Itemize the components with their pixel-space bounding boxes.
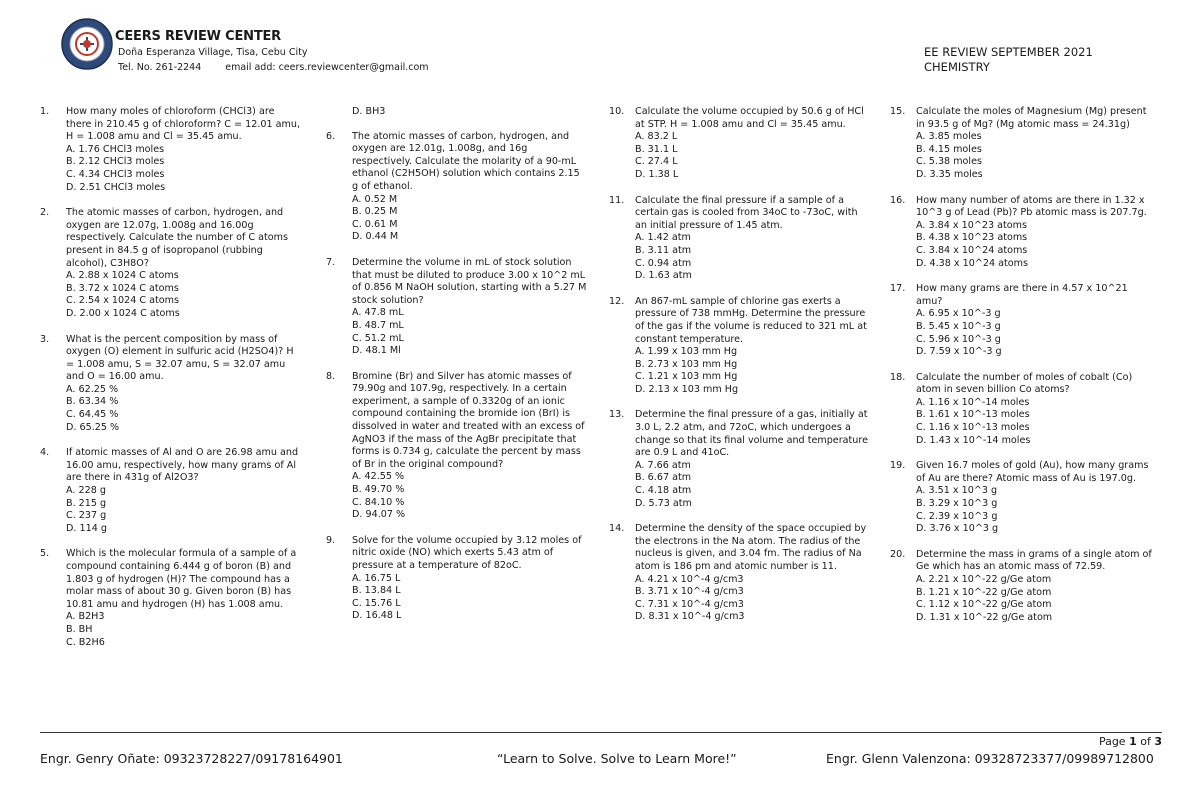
question-text: Calculate the volume occupied by 50.6 g of HCl at STP. H = 1.008 amu and Cl = 35.45 amu. — [635, 106, 864, 130]
question-text: Determine the final pressure of a gas, initially at 3.0 L, 2.2 atm, and 72oC, which undergoes a change so that its final volume and temperature are 0.9 L and 41oC. — [635, 409, 868, 459]
option-d: D. 0.44 M — [352, 231, 399, 243]
question-number: 12. — [609, 295, 625, 307]
option-a: A. 47.8 mL — [352, 307, 404, 319]
option-b: B. BH — [66, 623, 93, 635]
option-b: B. 4.38 x 10^23 atoms — [916, 232, 1028, 244]
question-11 — [609, 195, 871, 283]
question-text: The atomic masses of carbon, hydrogen, and oxygen are 12.01g, 1.008g, and 16g respectively. Calculate the molarity of a 90-mL ethanol (C2H5OH) solution which contains 2.15 g of ethanol. — [352, 130, 580, 192]
question-9 — [326, 535, 588, 623]
question-16 — [890, 195, 1152, 271]
option-d: D. 3.35 moles — [916, 168, 983, 180]
option-c: C. 2.39 x 10^3 g — [916, 510, 998, 522]
question-text: An 867-mL sample of chlorine gas exerts a pressure of 738 mmHg. Determine the pressure of the gas if the volume is reduced to 321 mL at constant temperature. — [635, 295, 867, 345]
question-17 — [890, 283, 1152, 359]
question-number: 2. — [40, 207, 50, 219]
option-c: C. 7.31 x 10^-4 g/cm3 — [635, 598, 744, 610]
option-d: D. 8.31 x 10^-4 g/cm3 — [635, 611, 745, 623]
option-a: A. 3.84 x 10^23 atoms — [916, 219, 1027, 231]
footer-right-contact: Engr. Glenn Valenzona: 09328723377/09989712800 — [826, 751, 1154, 766]
footer-left-contact: Engr. Genry Oñate: 09323728227/09178164901 — [40, 751, 343, 766]
option-d: D. 1.38 L — [635, 168, 679, 180]
option-a: A. 0.52 M — [352, 193, 398, 205]
ceers-logo-icon — [60, 17, 114, 71]
option-d: D. 16.48 L — [352, 610, 402, 622]
option-b: B. 2.12 CHCl3 moles — [66, 156, 165, 168]
option-d: D. 1.31 x 10^-22 g/Ge atom — [916, 611, 1053, 623]
option-d: D. 65.25 % — [66, 421, 120, 433]
option-c: C. 5.96 x 10^-3 g — [916, 333, 1001, 345]
question-text: What is the percent composition by mass of oxygen (O) element in sulfuric acid (H2SO4)? H = 1.008 amu, S = 32.07 amu, S = 32.07 amu and O = 16.00 amu. — [66, 333, 294, 383]
option-d-continued: D. BH3 — [352, 106, 386, 117]
question-number: 13. — [609, 409, 625, 421]
option-b: B. 49.70 % — [352, 484, 405, 496]
org-name: CEERS REVIEW CENTER — [115, 29, 281, 44]
question-13 — [609, 409, 871, 510]
option-a: A. 3.51 x 10^3 g — [916, 485, 998, 497]
option-c: C. B2H6 — [66, 636, 105, 648]
question-15 — [890, 106, 1152, 182]
question-number: 19. — [890, 460, 906, 472]
question-19 — [890, 460, 1152, 536]
option-c: C. 5.38 moles — [916, 156, 982, 168]
option-b: B. 4.15 moles — [916, 143, 982, 155]
question-number: 7. — [326, 256, 336, 268]
question-number: 8. — [326, 370, 336, 382]
question-text: The atomic masses of carbon, hydrogen, and oxygen are 12.07g, 1.008g and 16.00g respectively. Calculate the number of C atoms present in 84.5 g of isopropanol (rubbing alcohol), C3H8O? — [66, 207, 289, 269]
option-d: D. 3.76 x 10^3 g — [916, 523, 999, 535]
option-a: A. 1.76 CHCl3 moles — [66, 143, 165, 155]
option-b: B. 215 g — [66, 497, 107, 509]
option-c: C. 84.10 % — [352, 496, 405, 508]
option-d: D. 2.51 CHCl3 moles — [66, 181, 166, 193]
option-a: A. 3.85 moles — [916, 131, 982, 143]
option-d: D. 2.13 x 103 mm Hg — [635, 383, 739, 395]
page-label: Page — [1098, 735, 1126, 748]
option-c: C. 2.54 x 1024 C atoms — [66, 295, 180, 307]
option-d: D. 114 g — [66, 522, 107, 534]
option-d: D. 4.38 x 10^24 atoms — [916, 257, 1028, 269]
question-text: Bromine (Br) and Silver has atomic masses of 79.90g and 107.9g, respectively. In a certain experiment, a sample of 0.3320g of an ionic compound containing the bromide ion (BrI) is dissolved in water and treated with an excess of AgNO3 if the mass of the AgBr precipitate that forms is 0.734 g, calculate the percent by mass of Br in the original compound? — [352, 370, 585, 470]
question-text: Calculate the number of moles of cobalt (Co) atom in seven billion Co atoms? — [916, 371, 1133, 396]
option-d: D. 1.63 atm — [635, 270, 692, 282]
option-a: A. 42.55 % — [352, 471, 405, 483]
option-b: B. 13.84 L — [352, 585, 401, 597]
question-number: 16. — [890, 194, 906, 206]
question-column-4 — [890, 106, 1152, 637]
question-number: 3. — [40, 333, 50, 345]
question-number: 9. — [326, 534, 336, 546]
question-12 — [609, 296, 871, 397]
question-text: How many moles of chloroform (CHCl3) are there in 210.45 g of chloroform? C = 12.01 amu, H = 1.008 amu and Cl = 35.45 amu. — [66, 106, 300, 143]
page-of: of — [1140, 735, 1151, 748]
option-b: B. 1.61 x 10^-13 moles — [916, 409, 1030, 421]
question-5 — [40, 548, 302, 649]
option-a: A. 16.75 L — [352, 572, 401, 584]
option-b: B. 3.11 atm — [635, 244, 692, 256]
option-c: C. 64.45 % — [66, 409, 119, 421]
option-d: D. 2.00 x 1024 C atoms — [66, 307, 180, 319]
question-number: 6. — [326, 130, 336, 142]
question-10 — [609, 106, 871, 182]
question-3 — [40, 334, 302, 435]
exam-header — [924, 45, 1093, 75]
page-current: 1 — [1129, 735, 1137, 748]
question-number: 15. — [890, 106, 906, 117]
question-8 — [326, 371, 588, 522]
option-b: B. 3.29 x 10^3 g — [916, 498, 998, 510]
question-number: 14. — [609, 523, 625, 535]
question-number: 5. — [40, 548, 50, 560]
option-b: B. 6.67 atm — [635, 472, 692, 484]
question-number: 11. — [609, 194, 625, 206]
question-7 — [326, 257, 588, 358]
question-text: Determine the mass in grams of a single atom of Ge which has an atomic mass of 72.59. — [916, 548, 1152, 573]
option-c: C. 1.21 x 103 mm Hg — [635, 371, 738, 383]
org-address: Doña Esperanza Village, Tisa, Cebu City — [118, 47, 308, 58]
question-2 — [40, 207, 302, 320]
option-c: C. 1.16 x 10^-13 moles — [916, 422, 1030, 434]
option-a: A. B2H3 — [66, 611, 105, 623]
option-b: B. 3.71 x 10^-4 g/cm3 — [635, 586, 744, 598]
option-b: B. 1.21 x 10^-22 g/Ge atom — [916, 586, 1052, 598]
option-a: A. 1.99 x 103 mm Hg — [635, 346, 738, 358]
option-c: C. 4.18 atm — [635, 485, 692, 497]
option-d: D. 5.73 atm — [635, 497, 692, 509]
option-b: B. 48.7 mL — [352, 319, 404, 331]
question-text: Determine the volume in mL of stock solution that must be diluted to produce 3.00 x 10^2 mL of 0.856 M NaOH solution, starting with a 5.27 M stock solution? — [352, 256, 587, 306]
option-c: C. 0.61 M — [352, 218, 398, 230]
option-c: C. 15.76 L — [352, 597, 401, 609]
question-number: 20. — [890, 548, 906, 560]
option-a: A. 2.21 x 10^-22 g/Ge atom — [916, 574, 1052, 585]
question-number: 18. — [890, 371, 906, 383]
option-b: B. 63.34 % — [66, 396, 119, 408]
org-tel: Tel. No. 261-2244 — [118, 62, 202, 73]
question-text: If atomic masses of Al and O are 26.98 amu and 16.00 amu, respectively, how many grams of Al are there in 431g of Al2O3? — [66, 447, 299, 484]
question-column-3 — [609, 106, 871, 637]
option-c: C. 27.4 L — [635, 156, 678, 168]
option-d: D. 48.1 Ml — [352, 345, 401, 357]
option-d: D. 1.43 x 10^-14 moles — [916, 434, 1031, 446]
question-number: 1. — [40, 106, 50, 117]
question-text: Given 16.7 moles of gold (Au), how many grams of Au are there? Atomic mass of Au is 197.0g. — [916, 460, 1149, 484]
option-c: C. 1.12 x 10^-22 g/Ge atom — [916, 599, 1052, 611]
question-text: How many grams are there in 4.57 x 10^21 amu? — [916, 283, 1128, 307]
option-a: A. 6.95 x 10^-3 g — [916, 308, 1001, 320]
org-contact — [118, 62, 429, 73]
option-c: C. 4.34 CHCl3 moles — [66, 168, 165, 180]
option-a: A. 1.16 x 10^-14 moles — [916, 396, 1030, 408]
page-number — [1099, 735, 1162, 748]
option-a: A. 62.25 % — [66, 383, 119, 395]
option-b: B. 0.25 M — [352, 206, 398, 218]
question-column-1 — [40, 106, 302, 662]
question-column-2 — [326, 106, 588, 636]
footer-divider — [40, 732, 1162, 733]
question-text: Solve for the volume occupied by 3.12 moles of nitric oxide (NO) which exerts 5.43 atm of pressure at a temperature of 82oC. — [352, 534, 582, 571]
question-4 — [40, 447, 302, 535]
option-a: A. 1.42 atm — [635, 232, 691, 244]
question-18 — [890, 372, 1152, 448]
option-b: B. 5.45 x 10^-3 g — [916, 320, 1001, 332]
option-b: B. 2.73 x 103 mm Hg — [635, 358, 738, 370]
option-b: B. 31.1 L — [635, 143, 678, 155]
option-d: D. 94.07 % — [352, 509, 406, 521]
question-text: Determine the density of the space occupied by the electrons in the Na atom. The radius of the nucleus is given, and 3.04 fm. The radius of Na atom is 186 pm and atomic number is 11. — [635, 523, 867, 572]
option-a: A. 7.66 atm — [635, 459, 691, 471]
question-14 — [609, 523, 871, 624]
option-c: C. 237 g — [66, 510, 107, 522]
question-20 — [890, 549, 1152, 625]
option-c: C. 51.2 mL — [352, 332, 404, 344]
question-text: How many number of atoms are there in 1.32 x 10^3 g of Lead (Pb)? Pb atomic mass is 207.7g. — [916, 194, 1147, 219]
option-c: C. 0.94 atm — [635, 257, 692, 269]
question-number: 10. — [609, 106, 625, 117]
page-total: 3 — [1154, 735, 1162, 748]
question-text: Calculate the final pressure if a sample of a certain gas is cooled from 34oC to -73oC, with an initial pressure of 1.45 atm. — [635, 194, 858, 231]
exam-title: EE REVIEW SEPTEMBER 2021 — [924, 45, 1093, 59]
exam-subject: CHEMISTRY — [924, 60, 990, 74]
question-number: 4. — [40, 447, 50, 459]
option-a: A. 4.21 x 10^-4 g/cm3 — [635, 573, 744, 585]
question-6 — [326, 131, 588, 244]
option-c: C. 3.84 x 10^24 atoms — [916, 244, 1028, 256]
question-text: Calculate the moles of Magnesium (Mg) present in 93.5 g of Mg? (Mg atomic mass = 24.31g) — [916, 106, 1147, 130]
question-text: Which is the molecular formula of a sample of a compound containing 6.444 g of boron (B) and 1.803 g of hydrogen (H)? The compound has a molar mass of about 30 g. Given boron (B) has 10.81 amu and hydrogen (H) has 1.008 amu. — [66, 548, 297, 610]
footer-tagline: “Learn to Solve. Solve to Learn More!” — [497, 751, 737, 766]
option-b: B. 3.72 x 1024 C atoms — [66, 282, 179, 294]
question-1 — [40, 106, 302, 194]
option-a: A. 228 g — [66, 485, 106, 497]
org-email: email add: ceers.reviewcenter@gmail.com — [225, 62, 429, 73]
option-d: D. 7.59 x 10^-3 g — [916, 346, 1002, 358]
option-a: A. 83.2 L — [635, 131, 678, 143]
option-a: A. 2.88 x 1024 C atoms — [66, 270, 179, 282]
question-number: 17. — [890, 283, 906, 295]
